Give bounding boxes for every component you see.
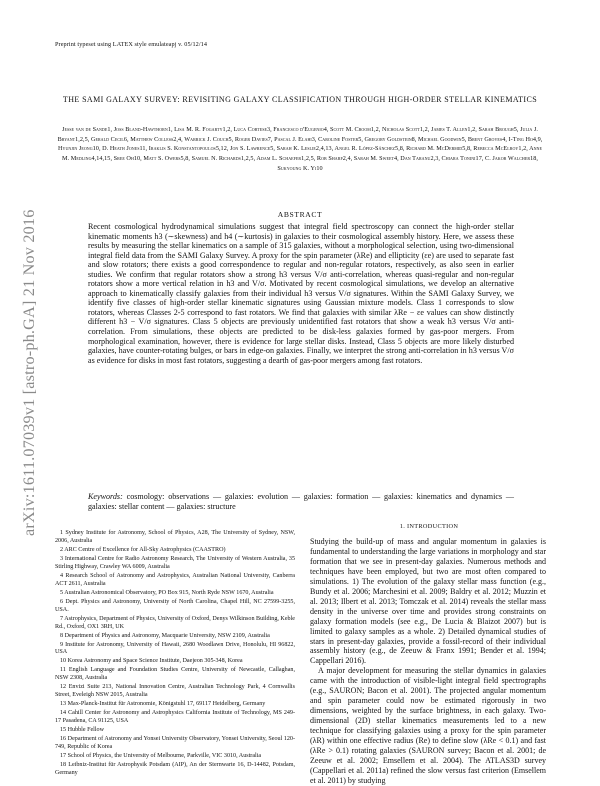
keywords-label: Keywords: <box>88 492 123 501</box>
affiliation-item: 8 Department of Physics and Astronomy, Macquarie University, NSW 2109, Australia <box>60 632 270 639</box>
arxiv-identifier-stamp: arXiv:1611.07039v1 [astro-ph.GA] 21 Nov 2016 <box>20 209 38 536</box>
abstract-block <box>88 222 514 365</box>
affiliation-item: 12 Envizi Suite 213, National Innovation Centre, Australian Technology Park, 4 Cornwallis Street, Eveleigh NSW 2015, Australia <box>55 684 295 699</box>
affiliation-item: 16 Department of Astronomy and Yonsei University Observatory, Yonsei University, Seoul 120-749, Republic of Korea <box>55 736 295 751</box>
affiliation-item: 5 Australian Astronomical Observatory, PO Box 915, North Ryde NSW 1670, Australia <box>60 589 274 596</box>
affiliation-item: 7 Astrophysics, Department of Physics, University of Oxford, Denys Wilkinson Building, Keble Rd., Oxford, OX1 3RH, UK <box>55 615 295 630</box>
affiliation-item: 10 Korea Astronomy and Space Science Institute, Daejeon 305-348, Korea <box>60 658 243 665</box>
abstract-text: Recent cosmological hydrodynamical simulations suggest that integral field spectroscopy can connect the high-order stellar kinematic moments h3 (∼skewness) and h4 (∼kurtosis) in galaxies to their cosmological assembly history. Here, we assess these results by measuring the stellar kinematics on a sample of 315 galaxies, without a morphological selection, using two-dimensional integral field data from the SAMI Galaxy Survey. A proxy for the spin parameter (λRe) and ellipticity (εe) are used to separate fast and slow rotators; there exists a good correspondence to regular and non-regular rotators, respectively, as also seen in earlier studies. We confirm that regular rotators show a strong h3 versus V/σ anti-correlation, whereas quasi-regular and non-regular rotators show a more vertical relation in h3 and V/σ. Motivated by recent cosmological simulations, we develop an alternative approach to kinematically classify galaxies from their individual h3 versus V/σ signatures. Within the SAMI Galaxy Survey, we identify five classes of high-order stellar kinematic signatures using Gaussian mixture models. Class 1 corresponds to slow rotators, whereas Classes 2-5 correspond to fast rotators. We find that galaxies with similar λRe − εe values can show distinctly different h3 − V/σ signatures. Class 5 objects are previously unidentified fast rotators that show a weak h3 versus V/σ anti-correlation. From simulations, these objects are predicted to be disk-less galaxies formed by gas-poor mergers. From morphological examination, however, there is evidence for large stellar disks. Instead, Class 5 objects are more likely disturbed galaxies, have counter-rotating bulges, or bars in edge-on galaxies. Finally, we interpret the strong anti-correlation in h3 versus V/σ as evidence for disks in most fast rotators, suggesting a dearth of gas-poor mergers among fast rotators. <box>88 222 514 365</box>
affiliation-item: 4 Research School of Astronomy and Astrophysics, Australian National University, Canberra ACT 2611, Australia <box>55 572 295 587</box>
affiliation-item: 6 Dept. Physics and Astronomy, University of North Carolina, Chapel Hill, NC 27599-3255, USA. <box>55 598 295 613</box>
introduction-body <box>310 537 546 786</box>
section-heading-introduction: 1. INTRODUCTION <box>399 523 459 530</box>
preprint-line: Preprint typeset using LATEX style emulateapj v. 05/12/14 <box>55 41 208 48</box>
intro-paragraph: A major development for measuring the stellar dynamics in galaxies came with the introduction of visible-light integral field spectrographs (e.g., SAURON; Bacon et al. 2001). The projected angular momentum and spin parameter could now be estimated rigorously in two dimensions, weighted by the surface brightness, in each galaxy. Two-dimensional (2D) stellar kinematics measurements led to a new technique for classifying galaxies using a proxy for the spin parameter (λR) within one effective radius (Re) to define slow (λRe < 0.1) and fast (λRe > 0.1) rotating galaxies (SAURON survey; Bacon et al. 2001; de Zeeuw et al. 2002; Emsellem et al. 2004). The ATLAS3D survey (Cappellari et al. 2011a) refined the slow versus fast criterion (Emsellem et al. 2011) by studying <box>310 666 546 785</box>
affiliation-item: 9 Institute for Astronomy, University of Hawaii, 2680 Woodlawn Drive, Honolulu, HI 96822, USA <box>55 641 295 656</box>
author-list: Jesse van de Sande1, Joss Bland-Hawthorn1, Lisa M. R. Fogarty1,2, Luca Cortese3, Francesco d'Eugenio4, Scott M. Croom1,2, Nicholas Scott1,2, James T. Allen1,2, Sarah Brough5, Julia J. Bryant1,2,5, Gerald Cecil6, Matthew Colless2,4, Warrick J. Couch5, Roger Davies7, Pascal J. Elahi3, Caroline Foster5, Gregory Goldstein8, Michael Goodwin5, Brent Groves4, I-Ting Ho4,9, Hyunjin Jeong10, D. Heath Jones11, Iraklis S. Konstantopoulos5,12, Jon S. Lawrence5, Sarah K. Leslie2,4,13, Angel R. López-Sánchez5,8, Richard M. McDermid5,8, Rebecca McElroy1,2, Anne M. Medling4,14,15, Sree Oh10, Matt S. Owers5,8, Samuel N. Richards1,2,5, Adam L. Schaefer1,2,5, Rob Sharp2,4, Sarah M. Sweet4, Dan Taranu2,3, Chiara Tonini17, C. Jakob Walcher18, Sukyoung K. Yi10 <box>57 126 543 172</box>
affiliation-item: 18 Leibniz-Institut für Astrophysik Potsdam (AIP), An der Sternwarte 16, D-14482, Potsdam, Germany <box>55 762 295 776</box>
paper-title: THE SAMI GALAXY SURVEY: REVISITING GALAXY CLASSIFICATION THROUGH HIGH-ORDER STELLAR KINEMATICS <box>62 95 538 104</box>
intro-paragraph: Studying the build-up of mass and angular momentum in galaxies is fundamental to understanding the large variations in morphology and star formation that we see in present-day galaxies. Numerous methods and techniques have been employed, but two are most often compared to simulations. 1) The evolution of the galaxy stellar mass function (e.g., Bundy et al. 2006; Marchesini et al. 2009; Baldry et al. 2012; Muzzin et al. 2013; Ilbert et al. 2013; Tomczak et al. 2014) reveals the stellar mass density in the universe over time and provides strong constraints on galaxy formation models (see e.g., De Lucia & Blaizot 2007) but is limited to galaxy samples as a whole. 2) Detailed dynamical studies of stars in present-day galaxies, provide a fossil-record of their individual assembly history (e.g., de Zeeuw & Franx 1991; Bender et al. 1994; Cappellari 2016). <box>310 537 546 666</box>
affiliation-item: 14 Cahill Center for Astronomy and Astrophysics California Institute of Technology, MS 249-17 Pasadena, CA 91125, USA <box>55 710 295 725</box>
affiliation-item: 1 Sydney Institute for Astronomy, School of Physics, A28, The University of Sydney, NSW, 2006, Australia <box>55 530 295 544</box>
keywords-block <box>88 492 514 511</box>
keywords-text: cosmology: observations — galaxies: evolution — galaxies: formation — galaxies: kinematics and dynamics — galaxies: stellar content — galaxies: structure <box>88 492 514 511</box>
affiliations-list <box>55 530 295 779</box>
affiliation-item: 15 Hubble Fellow <box>60 727 105 734</box>
affiliation-item: 17 School of Physics, the University of Melbourne, Parkville, VIC 3010, Australia <box>60 753 262 760</box>
affiliation-item: 3 International Centre for Radio Astronomy Research, The University of Western Australia, 35 Stirling Highway, Crawley WA 6009, Australia <box>55 555 295 570</box>
affiliation-item: 11 English Language and Foundation Studies Centre, University of Newcastle, Callaghan, NSW 2308, Australia <box>55 667 295 682</box>
affiliation-item: 13 Max-Planck-Institut für Astronomie, Königstuhl 17, 69117 Heidelberg, Germany <box>60 701 266 708</box>
affiliation-item: 2 ARC Centre of Excellence for All-Sky Astrophysics (CAASTRO) <box>60 546 226 553</box>
abstract-heading: ABSTRACT <box>277 210 323 219</box>
